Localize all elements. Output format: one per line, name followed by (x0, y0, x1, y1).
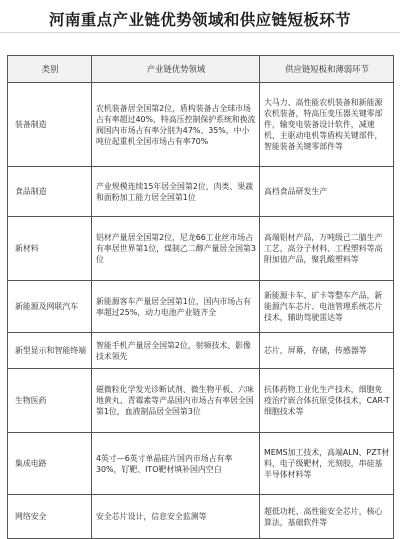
row-advantage: 新能源客车产量居全国第1位，国内市场占有率超过25%，动力电池产业链齐全 (92, 281, 260, 333)
table-row (8, 369, 394, 433)
row-weakness: 高端铝材产品，万吨级己二腈生产工艺，高分子材料、工程塑料等高附加值产品，聚乳酸塑料等 (260, 217, 394, 281)
header-category: 类别 (8, 56, 92, 83)
title-divider (0, 32, 400, 33)
table-row (8, 281, 394, 333)
table-row (8, 495, 394, 539)
table-row (8, 217, 394, 281)
header-weakness: 供应链短板和薄弱环节 (260, 56, 394, 83)
page-title: 河南重点产业链优势领域和供应链短板环节 (48, 11, 352, 29)
row-advantage: 农机装备居全国第2位，盾构装备占全球市场占有率超过40%，特高压控制保护系统和换流阀国内市场占有率分别为47%、35%，中小吨位起重机全国市场占有率70% (92, 83, 260, 167)
row-advantage: 产业规模连续15年居全国第2位，肉类、果蔬和面粉加工能力居全国第1位 (92, 167, 260, 217)
row-advantage: 智能手机产量居全国第2位，射频技术、影像技术领先 (92, 333, 260, 369)
row-category: 新材料 (8, 217, 92, 281)
row-advantage: 磁微粒化学发光诊断试剂、微生物平板、六味地黄丸、青霉素等产品国内市场占有率居全国第1位，血液制品居全国第3位 (92, 369, 260, 433)
table-row (8, 433, 394, 495)
row-advantage: 铝材产量居全国第2位，尼龙66工业丝市场占有率居世界第1位，煤制乙二醇产量居全国第3位 (92, 217, 260, 281)
industry-table (7, 55, 394, 539)
row-weakness: 大马力、高性能农机装备和新能源农机装备，特高压变压器关键零部件，输变电装备设计软件，减速机、主驱动电机等盾构关键部件，智能装备关键零部件等 (260, 83, 394, 167)
row-category: 新能源及网联汽车 (8, 281, 92, 333)
row-category: 生物医药 (8, 369, 92, 433)
row-advantage: 安全芯片设计，信息安全监测等 (92, 495, 260, 539)
row-category: 装备制造 (8, 83, 92, 167)
table-row (8, 333, 394, 369)
row-weakness: 抗体药物工业化生产技术，细胞免疫治疗嵌合体抗原受体技术，CAR-T细胞技术等 (260, 369, 394, 433)
table-row (8, 167, 394, 217)
row-advantage: 4英寸—6英寸单晶硅片国内市场占有率30%，钌靶、ITO靶材填补国内空白 (92, 433, 260, 495)
table-header-row (8, 56, 394, 83)
row-category: 食品制造 (8, 167, 92, 217)
row-weakness: 芯片，屏幕，存储，传感器等 (260, 333, 394, 369)
row-weakness: 新能源卡车、矿卡等整车产品，新能源汽车芯片、电池管理系统芯片技术，辅助驾驶雷达等 (260, 281, 394, 333)
row-weakness: MEMS加工技术，高端ALN、PZT材料，电子级靶材，光刻胶，串硅基半导体材料等 (260, 433, 394, 495)
row-category: 集成电路 (8, 433, 92, 495)
row-category: 网络安全 (8, 495, 92, 539)
table-row (8, 83, 394, 167)
header-advantage: 产业链优势领域 (92, 56, 260, 83)
row-weakness: 超低功耗、高性能安全芯片，核心算法，基础软件等 (260, 495, 394, 539)
row-category: 新型显示和智能终端 (8, 333, 92, 369)
row-weakness: 高档食品研发生产 (260, 167, 394, 217)
